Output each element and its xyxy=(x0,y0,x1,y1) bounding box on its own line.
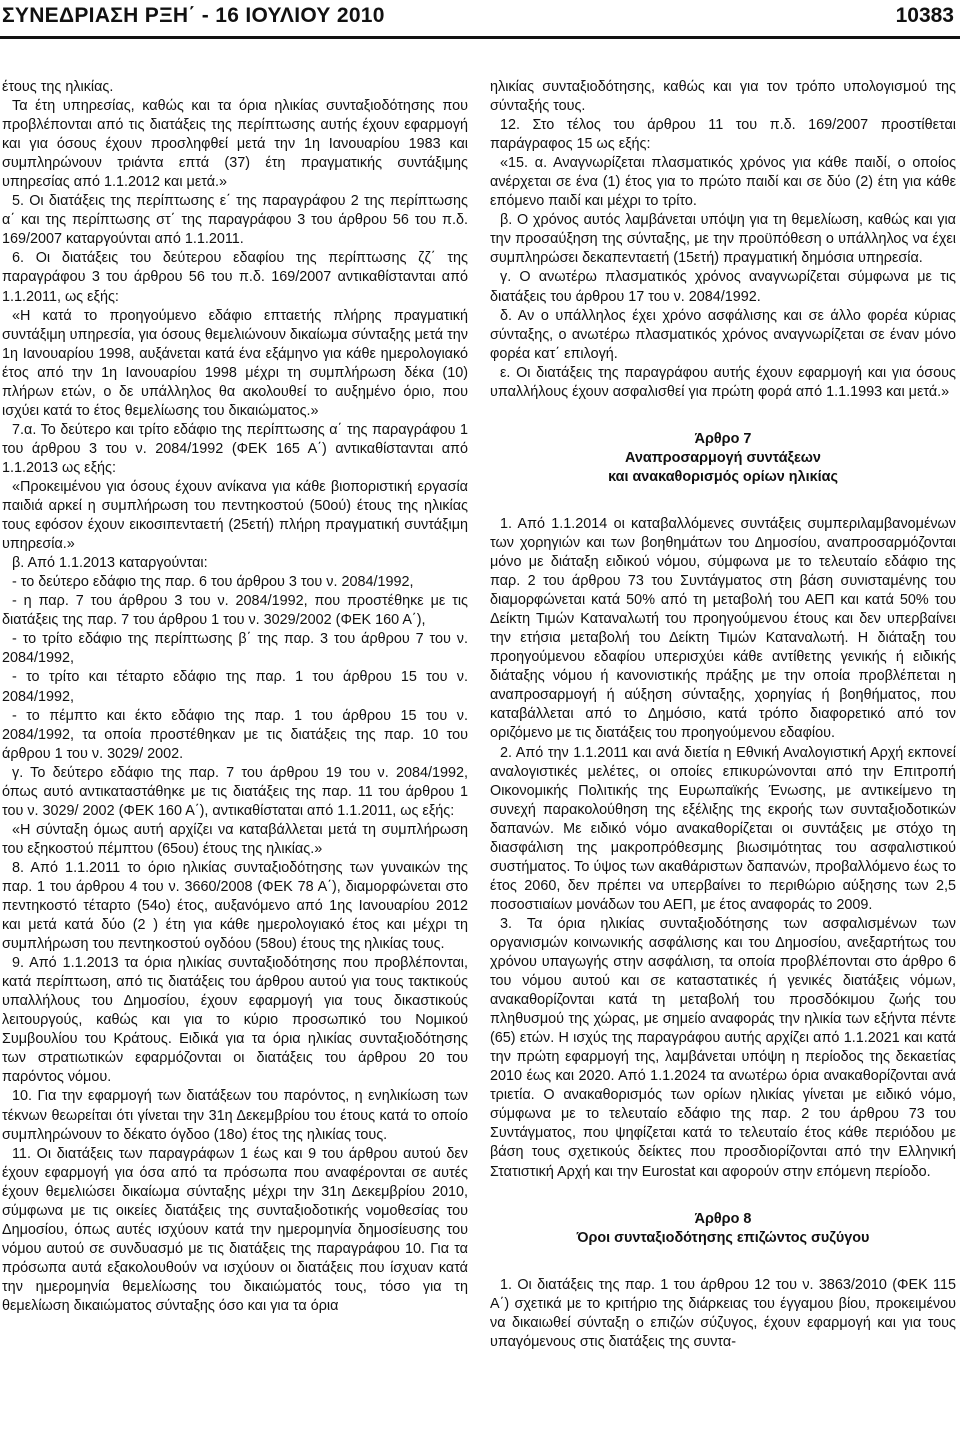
paragraph: «Προκειμένου για όσους έχουν ανίκανα για κάθε βιοποριστική εργασία παιδιά αρκεί η συμπλήρωση του πεντηκοστού (50ού) έτους της ηλικίας τους εφόσον έχουν εικοσιπενταετή (25ετή) πλήρη πραγματική συντάξιμη υπηρεσία.» xyxy=(2,478,468,553)
spacer xyxy=(490,402,956,430)
left-column xyxy=(2,78,468,1316)
paragraph: β. Ο χρόνος αυτός λαμβάνεται υπόψη για τη θεμελίωση, καθώς και για την προσαύξηση της σύνταξης, με την προϋπόθεση ο υπάλληλος να έχει συμπληρώσει δεκαπενταετή (15ετή) πραγματική δημόσια υπηρεσία. xyxy=(490,212,956,267)
article-7-title: Αναπροσαρμογή συντάξεων xyxy=(625,449,821,466)
paragraph: - η παρ. 7 του άρθρου 3 του ν. 2084/1992, που προστέθηκε με τις διατάξεις της παρ. 7 του άρθρου 1 του ν. 3029/2002 (ΦΕΚ 160 Α΄), xyxy=(2,593,468,629)
paragraph: 1. Από 1.1.2014 οι καταβαλλόμενες συντάξεις συμπεριλαμβανομένων των χορηγιών και των βοηθημάτων του Δημοσίου, αναπροσαρμόζονται μόνο με διάταξη ειδικού νόμου, σύμφωνα με το τελευταίο εδάφιο της παρ. 2 του άρθρου 73 του Συντάγματος στη βάση συνισταμένης του διαμορφώνεται κατά 50% από τη μεταβολή του ΑΕΠ και κατά 50% του Δείκτη Τιμών Καταναλωτή του προηγούμενου έτους και δεν υπερβαίνει την ετήσια μεταβολή του Δείκτη Τιμών Καταναλωτή. Η διάταξη του προηγούμενου εδαφίου υπερισχύει κάθε αντίθετης γενικής ή ειδικής διάταξης νόμου ή κανονιστικής πράξης με την οποία προβλέπεται η αναπροσαρμογή ή αύξηση σύνταξης, χορηγίας ή βοηθήματος, που καταβάλλεται από το Δημόσιο, κατά τρόπο διαφορετικό από τον οριζόμενο με τις διατάξεις του προηγούμενου εδαφίου. xyxy=(490,515,956,742)
header-rule xyxy=(0,36,960,39)
paragraph: - το δεύτερο εδάφιο της παρ. 6 του άρθρου 3 του ν. 2084/1992, xyxy=(12,574,414,591)
paragraph: 8. Από 1.1.2011 το όριο ηλικίας συνταξιοδότησης των γυναικών της παρ. 1 του άρθρου 4 του ν. 3660/2008 (ΦΕΚ 78 Α΄), διαμορφώνεται στο πεντηκοστό τέταρτο (54ο) έτος, αυξανόμενο από 1ης Ιανουαρίου 2012 και μετά κατά δύο (2 ) έτη για κάθε ημερολογιακό έτος και μέχρι τη συμπλήρωση του πεντηκοστού ογδόου (58ου) έτους της ηλικίας τους. xyxy=(2,859,468,953)
paragraph: 10. Για την εφαρμογή των διατάξεων του παρόντος, η ενηλικίωση των τέκνων θεωρείται ότι γίνεται την 31η Δεκεμβρίου του έτους κατά το οποίο συμπληρώνουν το δέκατο όγδοο (18ο) έτος της ηλικίας τους. xyxy=(2,1088,468,1143)
article-7-number: Άρθρο 7 xyxy=(694,430,752,447)
paragraph: 2. Από την 1.1.2011 και ανά διετία η Εθνική Αναλογιστική Αρχή εκπονεί αναλογιστικές μελέτες, οι οποίες επικυρώνονται από την Επιτροπή Οικονομικής Πολιτικής της Ευρωπαϊκής Ένωσης, με αντικείμενο τη συνεχή παρακολούθηση της εξέλιξης της εκροής των συνταξιοδοτικών δαπανών. Με ειδικό νόμο ανακαθορίζεται οι συντάξεις με στόχο τη διασφάλιση της μακροπρόθεσμης βιωσιμότητας του ασφαλιστικού συστήματος. Το ύψος των ακαθάριστων δαπανών, προβαλλόμενο έως το έτος 2060, δεν πρέπει να υπερβαίνει το περιθώριο αύξησης των 2,5 ποσοστιαίων μονάδων του ΑΕΠ, με έτος αναφοράς το 2009. xyxy=(490,744,956,913)
paragraph: έτους της ηλικίας. xyxy=(2,79,114,95)
gazette-session-title: ΣΥΝΕΔΡΙΑΣΗ ΡΞΗ΄ - 16 ΙΟΥΛΙΟΥ 2010 xyxy=(2,4,385,27)
page-header xyxy=(0,0,960,42)
paragraph: «15. α. Αναγνωρίζεται πλασματικός χρόνος για κάθε παιδί, ο οποίος ανέρχεται σε ένα (1) έτος για το πρώτο παιδί και σε δύο (2) έτη για κάθε επόμενο παιδί και μέχρι το τρίτο. xyxy=(490,155,956,210)
paragraph: - το τρίτο εδάφιο της περίπτωσης β΄ της παρ. 3 του άρθρου 7 του ν. 2084/1992, xyxy=(2,631,468,667)
paragraph: 11. Οι διατάξεις των παραγράφων 1 έως και 9 του άρθρου αυτού δεν έχουν εφαρμογή για όσα από τα πρόσωπα που αναφέρονται σε αυτές έχουν θεμελιώσει δικαίωμα σύνταξης μέχρι την 31η Δεκεμβρίου 2010, σύμφωνα με τις οικείες διατάξεις της συνταξιοδοτικής νομοθεσίας του Δημοσίου, όπως αυτές ισχύουν κατά την ημερομηνία δημοσίευσης του νόμου αυτού σε συνδυασμό με τις διατάξεις της παραγράφου 10. Για τα πρόσωπα αυτά εξακολουθούν να ισχύουν οι διατάξεις που ίσχυαν κατά την ημερομηνία θεμελίωσης του δικαιώματός τους, τόσο για τη θεμελίωση δικαιώματος σύνταξης όσο και για τα όρια xyxy=(2,1145,468,1314)
paragraph: 1. Οι διατάξεις της παρ. 1 του άρθρου 12 του ν. 3863/2010 (ΦΕΚ 115 Α΄) σχετικά με το κριτήριο της διάρκειας του έγγαμου βίου, προκειμένου να δικαιωθεί σύνταξη ο επιζών σύζυγος, έχουν εφαρμογή και για τους υπαγόμενους στις διατάξεις της συντα- xyxy=(490,1276,956,1350)
spacer xyxy=(490,1248,956,1276)
spacer xyxy=(490,1182,956,1210)
paragraph: ε. Οι διατάξεις της παραγράφου αυτής έχουν εφαρμογή και για όσους υπαλλήλους έχουν ασφαλισθεί για πρώτη φορά από 1.1.1993 και μετά.» xyxy=(490,364,956,400)
paragraph: γ. Ο ανωτέρω πλασματικός χρόνος αναγνωρίζεται σύμφωνα με τις διατάξεις του άρθρου 17 του ν. 2084/1992. xyxy=(490,269,956,305)
paragraph: - το πέμπτο και έκτο εδάφιο της παρ. 1 του άρθρου 15 του ν. 2084/1992, τα οποία προστέθηκαν με τις διατάξεις της παρ. 10 του άρθρου 1 του ν. 3029/ 2002. xyxy=(2,707,468,762)
spacer xyxy=(490,487,956,515)
paragraph: Τα έτη υπηρεσίας, καθώς και τα όρια ηλικίας συνταξιοδότησης που προβλέπονται από τις διατάξεις της περίπτωσης αυτής έχουν εφαρμογή και για όσους έχουν προσληφθεί μετά την 1η Ιανουαρίου 1983 και συμπληρώνουν τριάντα επτά (37) έτη πραγματικής συντάξιμης υπηρεσίας από 1.1.2012 και μετά.» xyxy=(2,98,468,191)
paragraph: γ. Το δεύτερο εδάφιο της παρ. 7 του άρθρου 19 του ν. 2084/1992, όπως αυτό αντικαταστάθηκε με τις διατάξεις της παρ. 11 του άρθρου 1 του ν. 3029/ 2002 (ΦΕΚ 160 Α΄), αντικαθίσταται από 1.1.2011, ως εξής: xyxy=(2,764,468,819)
paragraph: - το τρίτο και τέταρτο εδάφιο της παρ. 1 του άρθρου 15 του ν. 2084/1992, xyxy=(2,669,468,705)
paragraph: β. Από 1.1.2013 καταργούνται: xyxy=(12,555,208,572)
right-column xyxy=(490,78,956,1352)
paragraph: 6. Οι διατάξεις του δεύτερου εδαφίου της περίπτωσης ζζ΄ της παραγράφου 3 του άρθρου 56 του π.δ. 169/2007 αντικαθίστανται από 1.1.2011, ως εξής: xyxy=(2,250,468,305)
article-7-title-cont: και ανακαθορισμός ορίων ηλικίας xyxy=(608,468,838,485)
paragraph: 12. Στο τέλος του άρθρου 11 του π.δ. 169/2007 προστίθεται παράγραφος 15 ως εξής: xyxy=(490,117,956,153)
paragraph: 5. Οι διατάξεις της περίπτωσης ε΄ της παραγράφου 2 της περίπτωσης α΄ και της περίπτωσης στ΄ της παραγράφου 3 του άρθρου 56 του π.δ. 169/2007 καταργούνται από 1.1.2011. xyxy=(2,193,468,248)
paragraph: «Η σύνταξη όμως αυτή αρχίζει να καταβάλλεται μετά τη συμπλήρωση του εξηκοστού πέμπτου (65ου) έτους της ηλικίας.» xyxy=(2,821,468,857)
paragraph: ηλικίας συνταξιοδότησης, καθώς και για τον τρόπο υπολογισμού της σύνταξής τους. xyxy=(490,79,956,115)
paragraph: 3. Τα όρια ηλικίας συνταξιοδότησης των ασφαλισμένων των οργανισμών κοινωνικής ασφάλισης και του Δημοσίου, ανεξαρτήτως του χρόνου υπαγωγής στην ασφάλιση, τα οποία προβλέπονται στο άρθρο 6 του νόμου αυτού και σε καταστατικές ή γενικές διατάξεις νόμων, ανακαθορίζονται κατά τη μεταβολή του προσδόκιμου ζωής του πληθυσμού της χώρας, με σημείο αναφοράς την ηλικία των εξήντα πέντε (65) ετών. Η ισχύς της παραγράφου αυτής αρχίζει από 1.1.2021 και κατά την πρώτη εφαρμογή της, λαμβάνεται υπόψη η περίοδος της δεκαετίας 2010 έως και 2020. Από 1.1.2024 τα ανωτέρω όρια ανακαθορίζονται ανά τριετία. Ο ανακαθορισμός των ορίων ηλικίας γίνεται με ειδικό νόμο, σύμφωνα με το τελευταίο εδάφιο της παρ. 2 του άρθρου 73 του Συντάγματος, που ψηφίζεται κατά το τελευταίο έτος κάθε περιόδου με βάση τους σχετικούς δείκτες που προσδιορίζονται από την Ελληνική Στατιστική Αρχή και την Eurostat και αφορούν στην επόμενη περίοδο. xyxy=(490,915,956,1180)
paragraph: 7.α. Το δεύτερο και τρίτο εδάφιο της περίπτωσης α΄ της παραγράφου 1 του άρθρου 3 του ν. 2084/1992 (ΦΕΚ 165 Α΄) αντικαθίστανται από 1.1.2013 ως εξής: xyxy=(2,421,468,476)
paragraph: «Η κατά το προηγούμενο εδάφιο επταετής πλήρης πραγματική συντάξιμη υπηρεσία, για όσους θεμελιώνουν δικαίωμα σύνταξης μετά την 1η Ιανουαρίου 1998, αυξάνεται κατά ένα εξάμηνο για κάθε ημερολογιακό έτος από την 1η Ιανουαρίου 1998 μέχρι τη συμπλήρωση δέκα (10) πλήρων ετών, ο δε υπάλληλος θα ακολουθεί το αυξημένο όριο, που ισχύει κατά το έτος θεμελίωσης του δικαιώματος.» xyxy=(2,307,469,419)
page-number: 10383 xyxy=(895,4,954,27)
paragraph: δ. Αν ο υπάλληλος έχει χρόνο ασφάλισης και σε άλλο φορέα κύριας σύνταξης, ο ανωτέρω πλασματικός χρόνος αναγνωρίζεται σε έναν μόνο φορέα κατ΄ επιλογή. xyxy=(490,307,956,362)
article-8-number: Άρθρο 8 xyxy=(694,1210,752,1227)
paragraph: 9. Από 1.1.2013 τα όρια ηλικίας συνταξιοδότησης που προβλέπονται, κατά περίπτωση, από τις διατάξεις του άρθρου αυτού για τους τακτικούς υπαλλήλους του Δημοσίου, έχουν εφαρμογή για τους δικαστικούς λειτουργούς, καθώς και για το κύριο προσωπικό του Νομικού Συμβουλίου του Κράτους. Ειδικά για τα όρια ηλικίας συνταξιοδότησης των στρατιωτικών εφαρμόζονται οι διατάξεις του άρθρου 20 του παρόντος νόμου. xyxy=(2,955,468,1086)
article-8-title: Όροι συνταξιοδότησης επιζώντος συζύγου xyxy=(576,1229,870,1246)
